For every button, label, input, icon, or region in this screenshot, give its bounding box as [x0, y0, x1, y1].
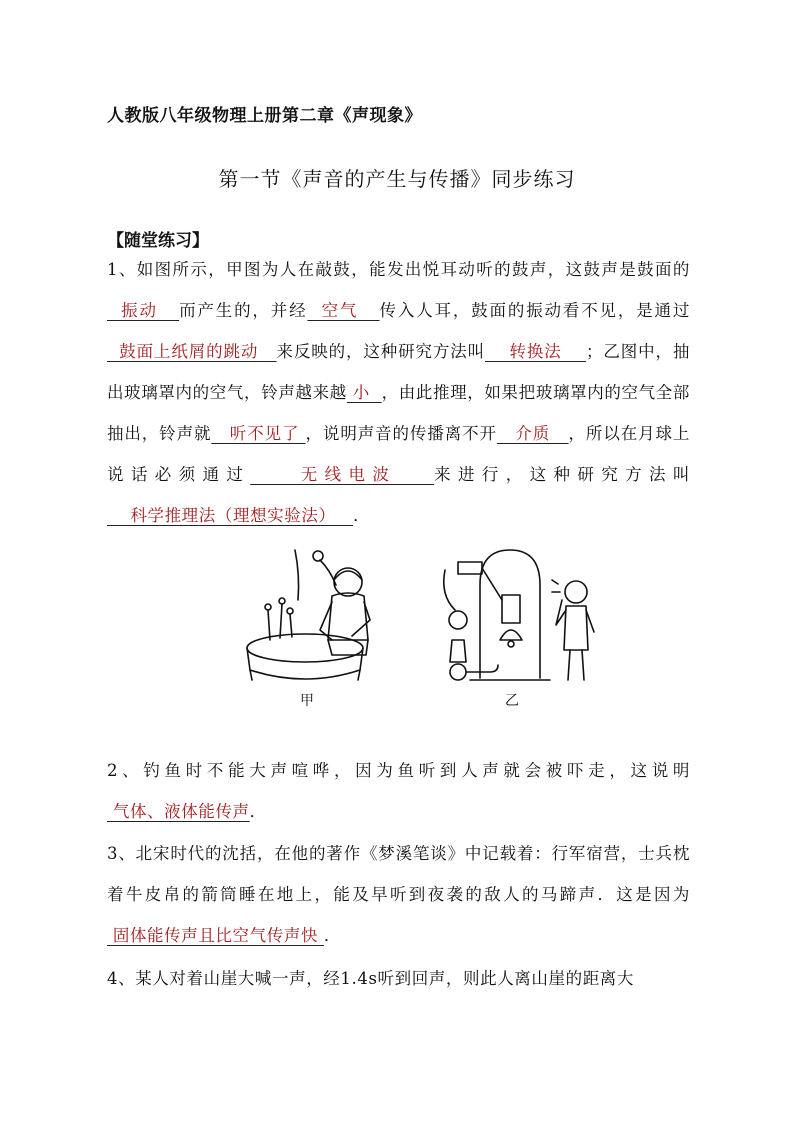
question-1: 1、如图所示，甲图为人在敲鼓，能发出悦耳动听的鼓声，这鼓声是鼓面的 振动 而产生的，并经 空气 传入人耳，鼓面的振动看不见，是通过 鼓面上纸屑的跳动 来反映的，这种研究方法叫 转换法 ；乙图中，抽出玻璃罩内的空气，铃声越来越 小 ，由此推理，如果把玻璃罩内的空气全部抽出，铃声就 听不见了 ，说明声音的传播离不开 介质 ，所以在月球上说话必须通过 无线电波 来进行，这种研究方法叫 科学推理法（理想实验法） ． [107, 260, 691, 525]
answer-blank: 固体能传声且比空气传声快 [107, 926, 324, 945]
figure-caption-a: 甲 [300, 693, 314, 709]
answer-blank: 空气 [307, 301, 380, 320]
answer-blank: 无线电波 [250, 465, 435, 484]
book-title: 人教版八年级物理上册第二章《声现象》 [107, 106, 422, 126]
figure-group [240, 540, 600, 715]
question-3: 3、北宋时代的沈括，在他的著作《梦溪笔谈》中记载着：行军宿营，士兵枕着牛皮帛的箭筒睡在地上，能及早听到夜袭的敌人的马蹄声．这是因为 固体能传声且比空气传声快 ． [107, 844, 690, 945]
question-2: 2、钓鱼时不能大声喧哗，因为鱼听到人声就会被吓走，这说明 气体、液体能传声． [107, 761, 690, 821]
practice-title: 【随堂练习】 [107, 231, 209, 251]
section-title: 第一节《声音的产生与传播》同步练习 [218, 167, 576, 191]
answer-blank: 介质 [496, 424, 569, 443]
answer-blank: 听不见了 [211, 424, 306, 443]
answer-blank: 小 [346, 383, 382, 402]
question-4: 4、某人对着山崖大喊一声，经1.4s听到回声，则此人离山崖的距离大 [107, 969, 635, 988]
drum-and-bell-jar-illustration [240, 540, 600, 715]
figure-caption-b: 乙 [505, 693, 519, 709]
answer-blank: 转换法 [485, 342, 587, 361]
answer-blank: 气体、液体能传声 [107, 802, 250, 821]
answer-blank: 振动 [107, 301, 180, 320]
answer-blank: 科学推理法（理想实验法） [107, 506, 354, 525]
answer-blank: 鼓面上纸屑的跳动 [107, 342, 277, 361]
